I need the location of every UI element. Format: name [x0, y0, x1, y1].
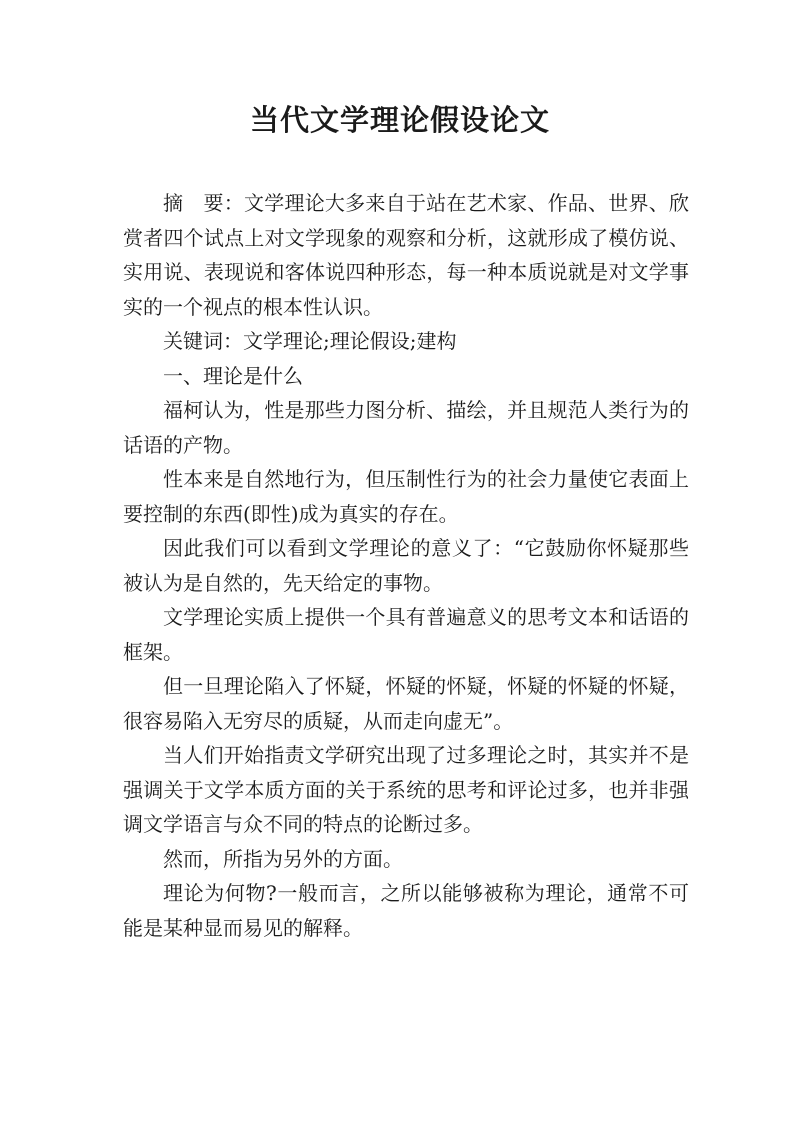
document-body: [123, 186, 689, 945]
keywords-label: 关键词：: [163, 329, 243, 353]
section-heading: 一、理论是什么: [163, 363, 303, 388]
body-paragraph: 福柯认为，性是那些力图分析、描绘，并且规范人类行为的话语的产物。: [123, 398, 689, 457]
body-paragraph: 性本来是自然地行为，但压制性行为的社会力量使它表面上要控制的东西(即性)成为真实的存在。: [123, 467, 689, 526]
body-paragraph: 但一旦理论陷入了怀疑，怀疑的怀疑，怀疑的怀疑的怀疑，很容易陷入无穷尽的质疑，从而走向虚无”。: [123, 674, 689, 733]
keywords-paragraph: [123, 324, 689, 359]
body-paragraph: 理论为何物?一般而言，之所以能够被称为理论，通常不可能是某种显而易见的解释。: [123, 881, 689, 940]
body-paragraph: 文学理论实质上提供一个具有普遍意义的思考文本和话语的框架。: [123, 605, 689, 664]
document-title: 当代文学理论假设论文: [249, 103, 550, 137]
body-paragraph: 因此我们可以看到文学理论的意义了：“它鼓励你怀疑那些被认为是自然的，先天给定的事物。: [123, 536, 689, 595]
keywords-text: 文学理论;理论假设;建构: [243, 329, 457, 353]
body-paragraph: 当人们开始指责文学研究出现了过多理论之时，其实并不是强调关于文学本质方面的关于系统的思考和评论过多，也并非强调文学语言与众不同的特点的论断过多。: [123, 743, 689, 836]
abstract-label: 摘 要：: [163, 191, 244, 215]
body-paragraph: 然而，所指为另外的方面。: [163, 846, 403, 871]
abstract-text: 文学理论大多来自于站在艺术家、作品、世界、欣赏者四个试点上对文学现象的观察和分析，这就形成了模仿说、实用说、表现说和客体说四种形态，每一种本质说就是对文学事实的一个视点的根本性认识。: [123, 191, 690, 319]
abstract-paragraph: [123, 186, 689, 324]
